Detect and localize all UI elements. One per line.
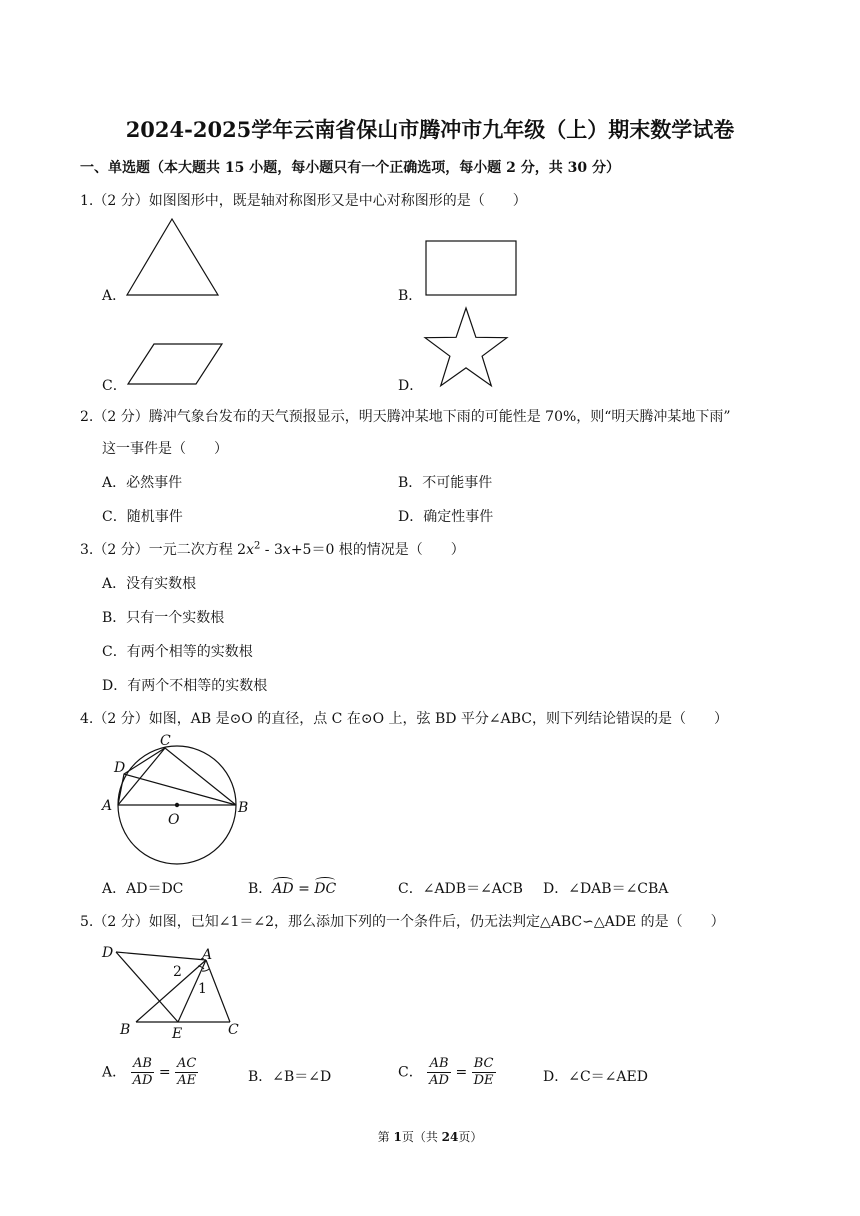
arc-dc: DC xyxy=(314,881,336,897)
q2-option-d[interactable]: D．确定性事件 xyxy=(398,509,494,525)
question-3-stem xyxy=(80,539,465,559)
q1-option-a-label[interactable]: A． xyxy=(102,288,127,304)
q5-option-d[interactable]: D．∠C＝∠AED xyxy=(543,1069,648,1085)
q2-option-b[interactable]: B．不可能事件 xyxy=(398,475,493,491)
q5-option-a[interactable] xyxy=(102,1056,198,1089)
q3-option-a[interactable]: A．没有实数根 xyxy=(102,576,197,592)
q4-option-d[interactable]: D．∠DAB＝∠CBA xyxy=(543,881,669,897)
q3-stem-prefix: 3.（2 分）一元二次方程 2 xyxy=(80,542,247,558)
q3-option-d[interactable]: D．有两个不相等的实数根 xyxy=(102,678,268,694)
page-footer: 第 1页（共 24页） xyxy=(377,1130,483,1144)
question-1-stem: 1.（2 分）如图图形中，既是轴对称图形又是中心对称图形的是（ ） xyxy=(80,193,527,209)
q5-option-b[interactable]: B．∠B＝∠D xyxy=(248,1069,332,1085)
q3-option-c[interactable]: C．有两个相等的实数根 xyxy=(102,644,253,660)
triangles-figure xyxy=(98,938,248,1048)
q3-stem-mid: - 3 xyxy=(260,542,283,558)
fraction-ac-ae: $\frac{AC}{AE}$ xyxy=(177,1056,197,1088)
circle-figure xyxy=(98,732,258,867)
triangle-figure xyxy=(124,215,224,300)
equals-sign: = xyxy=(158,1064,171,1081)
figure5-angle-1: 1 xyxy=(198,981,207,997)
figure-label-b: B xyxy=(238,800,249,816)
fraction-bc-de: $\frac{BC}{DE}$ xyxy=(473,1056,494,1088)
question-4-stem: 4.（2 分）如图，AB 是⊙O 的直径，点 C 在⊙O 上，弦 BD 平分∠ABC，则下列结论错误的是（ ） xyxy=(80,711,729,727)
q4-option-b-label: B． xyxy=(248,881,273,897)
q3-exponent: 2 xyxy=(253,540,261,552)
fraction-ab-ad-2: $\frac{AB}{AD}$ xyxy=(429,1056,449,1088)
figure-label-o: O xyxy=(168,812,180,828)
figure5-label-a: A xyxy=(202,947,213,963)
q1-option-b-label[interactable]: B． xyxy=(398,288,423,304)
question-2-stem-line-1: 2.（2 分）腾冲气象台发布的天气预报显示，明天腾冲某地下雨的可能性是 70%，则“明天腾冲某地下雨” xyxy=(80,409,731,425)
figure-label-c: C xyxy=(160,733,171,749)
q1-option-c-label[interactable]: C． xyxy=(102,378,127,394)
figure-label-a: A xyxy=(102,798,113,814)
figure-label-d: D xyxy=(114,760,126,776)
q4-option-b-eq: = xyxy=(293,881,315,897)
q2-option-a[interactable]: A．必然事件 xyxy=(102,475,183,491)
q4-option-b[interactable] xyxy=(248,878,336,898)
equals-sign-2: = xyxy=(455,1064,468,1081)
q5-option-c-label: C． xyxy=(398,1064,423,1081)
question-2-stem-line-2: 这一事件是（ ） xyxy=(102,441,228,457)
q5-option-a-label: A． xyxy=(102,1064,127,1081)
page-title: 2024-2025学年云南省保山市腾冲市九年级（上）期末数学试卷 xyxy=(125,117,735,142)
q3-stem-suffix: +5＝0 根的情况是（ ） xyxy=(290,542,465,558)
rectangle-figure xyxy=(420,236,520,298)
figure5-angle-2: 2 xyxy=(173,964,182,980)
figure5-label-b: B xyxy=(120,1022,131,1038)
total-pages: 24 xyxy=(441,1130,459,1144)
q3-var-x: x xyxy=(246,542,254,558)
arc-ad: AD xyxy=(272,881,293,897)
q5-option-c[interactable] xyxy=(398,1056,496,1089)
q4-option-c[interactable]: C．∠ADB＝∠ACB xyxy=(398,881,523,897)
q4-option-a[interactable]: A．AD＝DC xyxy=(102,881,184,897)
star-figure xyxy=(420,303,514,391)
page-number: 1 xyxy=(393,1130,402,1144)
figure5-label-c: C xyxy=(228,1022,239,1038)
q2-option-c[interactable]: C．随机事件 xyxy=(102,509,183,525)
question-5-stem: 5.（2 分）如图，已知∠1＝∠2，那么添加下列的一个条件后，仍无法判定△ABC∽△ADE 的是（ ） xyxy=(80,914,725,930)
figure5-label-d: D xyxy=(102,945,114,961)
q3-option-b[interactable]: B．只有一个实数根 xyxy=(102,610,225,626)
section-heading: 一、单选题（本大题共 15 小题，每小题只有一个正确选项，每小题 2 分，共 30 分） xyxy=(80,160,620,176)
q1-option-d-label[interactable]: D． xyxy=(398,378,424,394)
parallelogram-figure xyxy=(124,340,228,390)
figure5-label-e: E xyxy=(172,1026,183,1042)
fraction-ab-ad: $\frac{AB}{AD}$ xyxy=(132,1056,153,1088)
q3-var-x-2: x xyxy=(282,542,291,558)
